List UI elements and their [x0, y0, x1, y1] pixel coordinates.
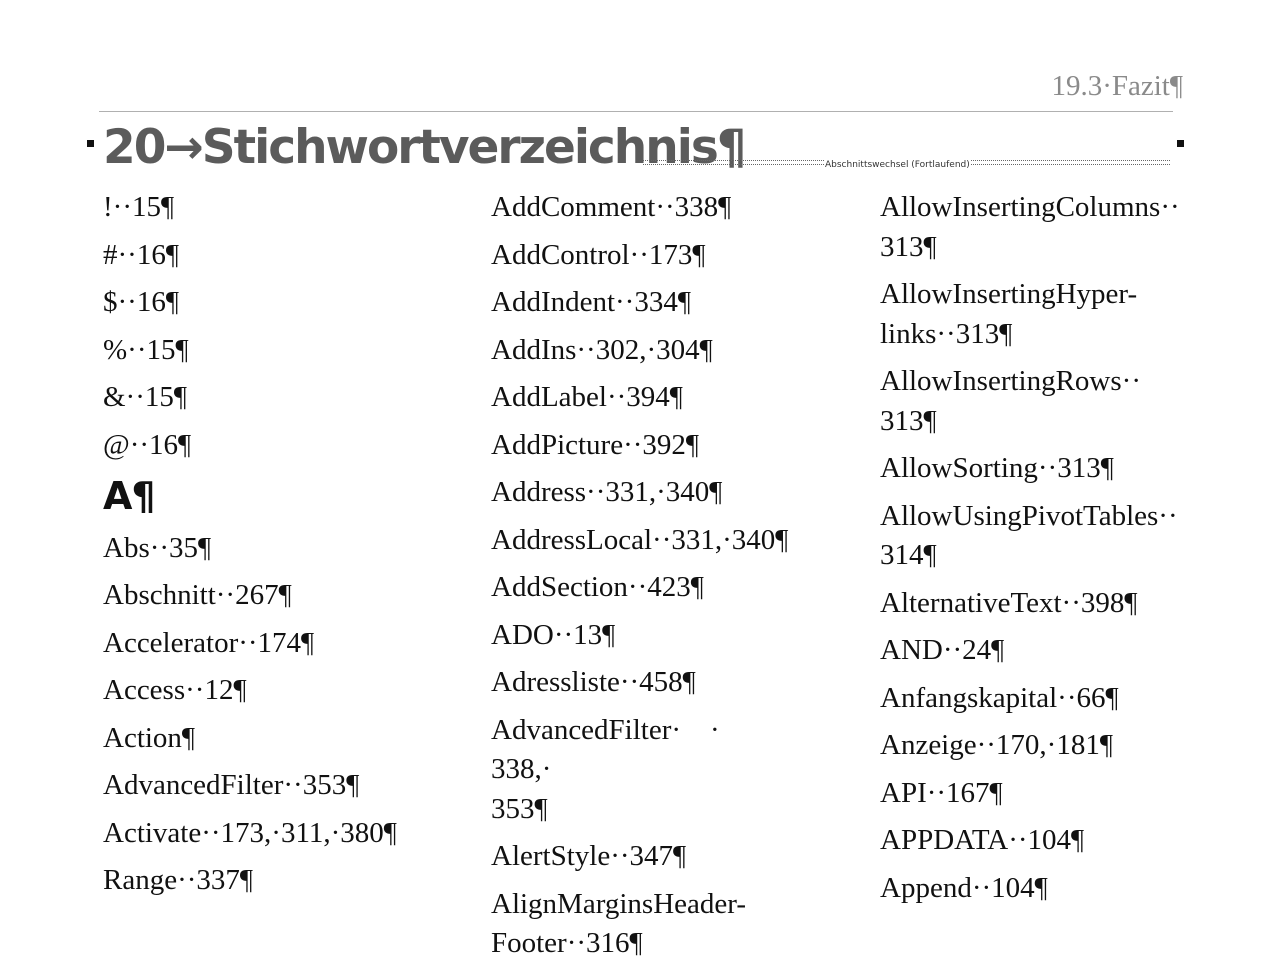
index-entry: AddSection··423¶ — [491, 571, 704, 603]
index-entry: Action¶ — [103, 721, 196, 754]
index-column-1 — [103, 188, 473, 909]
index-entry: AlternativeText··398¶ — [880, 586, 1138, 619]
index-entry: Address··331,·340¶ — [491, 476, 723, 508]
index-entry: AlignMarginsHeader- Footer··316¶ — [491, 887, 746, 959]
header-rule — [99, 111, 1173, 112]
index-entry: AllowInsertingColumns·· 313¶ — [880, 191, 1180, 263]
index-entry: %··15¶ — [103, 333, 189, 366]
index-entry: AddLabel··394¶ — [491, 381, 683, 413]
index-entry: AllowUsingPivotTables·· 314¶ — [880, 499, 1178, 571]
index-entry: AllowInsertingHyper- links··313¶ — [880, 278, 1138, 350]
index-entry: !··15¶ — [103, 191, 175, 223]
index-entry: AND··24¶ — [880, 634, 1005, 666]
index-entry: Abschnitt··267¶ — [103, 579, 292, 611]
index-entry: AddIns··302,·304¶ — [491, 333, 713, 366]
index-entry: AllowInsertingRows·· 313¶ — [880, 365, 1141, 437]
index-entry: AddComment··338¶ — [491, 191, 732, 223]
index-entry: AllowSorting··313¶ — [880, 452, 1114, 484]
index-entry: Append··104¶ — [880, 871, 1048, 904]
index-entry: Anzeige··170,·181¶ — [880, 729, 1113, 761]
running-header: 19.3·Fazit¶ — [1051, 70, 1183, 102]
index-entry: Accelerator··174¶ — [103, 626, 315, 659]
chapter-title: 20→Stichwortverzeichnis¶ — [103, 120, 745, 175]
index-entry: Abs··35¶ — [103, 531, 212, 564]
index-entry: Access··12¶ — [103, 674, 247, 706]
index-entry: Anfangskapital··66¶ — [880, 681, 1119, 714]
index-entry: AdvancedFilter· · 338,· 353¶ — [491, 713, 720, 825]
index-entry: Range··337¶ — [103, 864, 254, 896]
index-entry: $··16¶ — [103, 286, 179, 318]
index-entry: AddPicture··392¶ — [491, 428, 700, 461]
index-entry: APPDATA··104¶ — [880, 824, 1085, 856]
text-boundary-mark-left — [87, 140, 94, 147]
index-entry: &··15¶ — [103, 381, 188, 413]
index-entry: #··16¶ — [103, 238, 179, 271]
index-entry: AdvancedFilter··353¶ — [103, 769, 360, 801]
section-break-label: Abschnittswechsel (Fortlaufend) — [825, 160, 970, 170]
index-column-3 — [880, 188, 1185, 916]
index-column-2 — [491, 188, 791, 972]
index-entry: ADO··13¶ — [491, 618, 616, 651]
text-boundary-mark-right — [1177, 140, 1184, 147]
index-entry: @··16¶ — [103, 428, 192, 461]
index-entry: Activate··173,·311,·380¶ — [103, 816, 397, 849]
index-entry: Adressliste··458¶ — [491, 666, 696, 698]
index-entry: AddIndent··334¶ — [491, 286, 691, 318]
index-letter-heading: A¶ — [103, 474, 155, 518]
index-entry: AddControl··173¶ — [491, 238, 706, 271]
index-entry: AlertStyle··347¶ — [491, 840, 687, 872]
index-entry: AddressLocal··331,·340¶ — [491, 523, 789, 556]
index-entry: API··167¶ — [880, 776, 1003, 809]
